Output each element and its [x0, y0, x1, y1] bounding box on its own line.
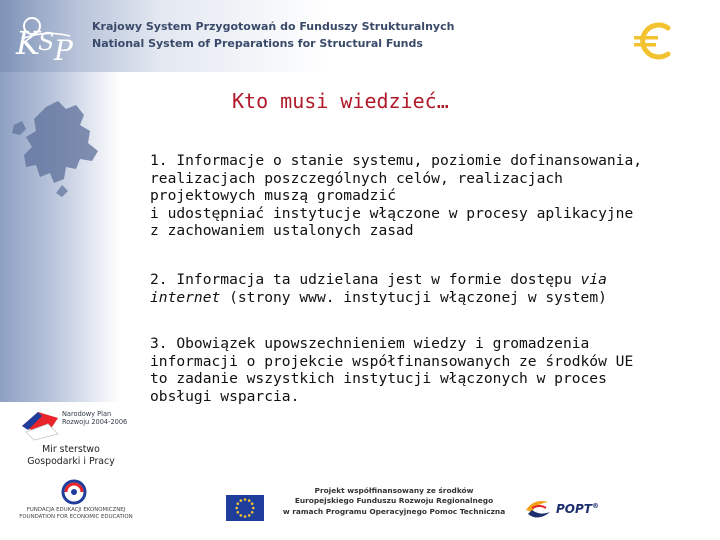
- point-2-text: (strony www. instytucji włączonej w system): [220, 288, 607, 306]
- point-2: [150, 271, 670, 306]
- popt-text: POPT: [556, 502, 592, 516]
- point-2-internet: internet: [150, 288, 221, 306]
- point-2-text: 2. Informacja ta udzielana jest w formie dostępu: [150, 271, 581, 288]
- europe-map-icon: [6, 95, 116, 205]
- point-1: [150, 152, 670, 240]
- point-1-line: i udostępniać instytucje włączone w procesy aplikacyjne: [150, 204, 634, 222]
- cofinancing-label: [272, 486, 516, 517]
- npr-line: Rozwoju 2004-2006: [62, 418, 128, 426]
- cofinancing-line: Europejskiego Funduszu Rozwoju Regionalnego: [294, 496, 494, 506]
- svg-text:S: S: [38, 28, 55, 56]
- ksp-logo-icon: [12, 10, 80, 68]
- point-2-line: [150, 271, 670, 289]
- point-3-line: 3. Obowiązek upowszechnieniem wiedzy i gromadzenia: [150, 335, 590, 352]
- euro-sign-icon: [632, 20, 676, 62]
- header-title: Krajowy System Przygotowań do Funduszy Strukturalnych: [92, 20, 455, 33]
- svg-text:P: P: [54, 34, 73, 67]
- header-subtitle: National System of Preparations for Structural Funds: [92, 37, 423, 50]
- popt-label: [556, 502, 599, 516]
- cofinancing-line: Projekt współfinansowany ze środków: [314, 486, 474, 495]
- popt-registered-mark: ®: [591, 502, 599, 510]
- ministry-line: Gospodarki i Pracy: [27, 456, 115, 467]
- point-1-line: z zachowaniem ustalonych zasad: [150, 222, 414, 239]
- slide-title: Kto musi wiedzieć…: [232, 89, 449, 113]
- npr-label: [62, 410, 127, 426]
- svg-text:K: K: [16, 24, 40, 62]
- fep-line: FOUNDATION FOR ECONOMIC EDUCATION: [19, 514, 133, 520]
- point-2-via: via: [580, 271, 607, 288]
- fep-label: [16, 507, 136, 521]
- point-3-line: obsługi wsparcia.: [150, 387, 300, 405]
- ministry-line: Mir sterstwo: [42, 444, 100, 455]
- point-3-line: informacji o projekcie współfinansowanych ze środków UE: [150, 352, 634, 370]
- point-1-line: realizacjach poszczególnych celów, realizacjach: [150, 169, 563, 187]
- point-3-line: to zadanie wszystkich instytucji włączonych w proces: [150, 370, 607, 387]
- npr-line: Narodowy Plan: [62, 410, 112, 418]
- cofinancing-line: w ramach Programu Operacyjnego Pomoc Techniczna: [282, 506, 506, 516]
- ministry-label: [18, 444, 124, 468]
- header-band: [0, 0, 720, 72]
- popt-logo-icon: [522, 496, 554, 524]
- point-2-line: [150, 289, 670, 307]
- point-1-line: 1. Informacje o stanie systemu, poziomie dofinansowania,: [150, 152, 643, 169]
- fep-line: FUNDACJA EDUKACJI EKONOMICZNEJ: [26, 507, 126, 513]
- fep-logo-icon: [60, 479, 88, 505]
- point-3: [150, 335, 670, 405]
- eu-flag-icon: [226, 495, 264, 521]
- point-1-line: projektowych muszą gromadzić: [150, 187, 397, 204]
